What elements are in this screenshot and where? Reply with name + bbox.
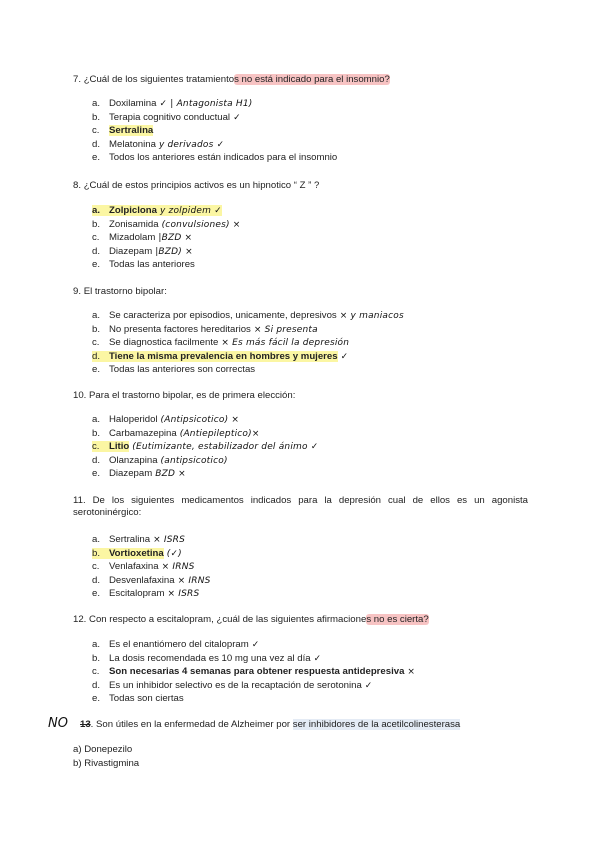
option-text: Carbamazepina [109, 427, 177, 439]
option [92, 151, 522, 165]
question-7 [73, 74, 528, 86]
handwritten-note: (Antiepileptico)× [179, 428, 260, 439]
option-letter: c. [92, 441, 100, 452]
handwritten-note: ✓ [340, 351, 349, 362]
option [92, 111, 522, 125]
option [92, 440, 522, 454]
handwritten-note: × Si presenta [253, 324, 318, 335]
question-9 [73, 286, 528, 298]
options-12 [92, 638, 522, 706]
question-11 [73, 495, 528, 519]
question-number: 11. [73, 495, 86, 506]
option-letter: c. [92, 666, 100, 677]
question-number: 13 [80, 719, 91, 730]
option [92, 574, 522, 588]
option-letter: b. [92, 111, 101, 123]
option-letter: a. [92, 414, 101, 425]
option [92, 560, 522, 574]
option-text: Desvenlafaxina [109, 574, 175, 586]
option [92, 652, 522, 666]
option-letter: b. [92, 218, 101, 230]
option [92, 467, 522, 481]
handwritten-note: ✓ [251, 640, 260, 650]
option-letter: c. [92, 561, 100, 572]
option-text: Venlafaxina [109, 561, 159, 572]
option-letter: d. [92, 138, 101, 150]
handwritten-note: |BZD × [158, 233, 193, 243]
handwritten-note: × ISRS [153, 535, 185, 545]
question-text: De los siguientes medicamentos indicados para la depresión cual de ellos es un agonista serotoninérgico: [73, 495, 529, 518]
option-letter: e. [92, 468, 101, 479]
option-text: Haloperidol [109, 414, 158, 425]
option [92, 533, 522, 547]
handwritten-note: (Antipsicotico) × [160, 415, 240, 425]
option-text: Se caracteriza por episodios, unicamente, depresivos [109, 310, 337, 321]
handwritten-note: × ISRS [167, 589, 200, 599]
option-letter: e. [92, 259, 101, 270]
option-letter: a. [92, 205, 101, 216]
option-text: Son necesarias 4 semanas para obtener respuesta antidepresiva [109, 666, 405, 677]
handwritten-no-mark: NO [48, 716, 68, 731]
question-text: ¿Cuál de estos principios activos es un hipnotico “ Z ” ? [83, 180, 320, 191]
option-text: Todas son ciertas [109, 693, 184, 704]
option [92, 124, 522, 138]
option-letter: e. [92, 693, 101, 704]
option-text: Zolpiclona [109, 205, 157, 216]
question-text: El trastorno bipolar: [83, 286, 167, 297]
option [92, 138, 522, 152]
option [92, 323, 522, 337]
option-text: Todas las anteriores [109, 259, 195, 270]
option-text: Sertralina [109, 125, 154, 136]
question-number: 12. [73, 614, 87, 625]
option [92, 547, 522, 561]
option-letter: a. [92, 534, 101, 545]
question-highlight: ser inhibidores de la acetilcolinesterasa [292, 719, 461, 730]
options-11 [92, 533, 522, 601]
option [92, 204, 522, 218]
question-highlight: s no es cierta? [366, 614, 429, 625]
handwritten-note: × IRNS [161, 562, 195, 572]
option-letter: a. [92, 98, 101, 109]
option-letter: d. [92, 574, 101, 586]
question-number: 9. [73, 286, 82, 297]
option-text: Zonisamida [109, 218, 159, 230]
question-text: ¿Cuál de los siguientes tratamiento [83, 74, 235, 85]
handwritten-note: (Eutimizante, estabilizador del ánimo ✓ [132, 442, 319, 452]
options-10 [92, 413, 522, 481]
question-10 [73, 390, 528, 402]
handwritten-note: (antipsicotico) [160, 455, 228, 466]
option [92, 454, 522, 468]
question-text: Con respecto a escitalopram, ¿cuál de las siguientes afirmacione [89, 614, 367, 625]
handwritten-note: × y maniacos [339, 311, 404, 321]
question-12 [73, 614, 528, 626]
option-letter: c. [92, 125, 100, 136]
options-9 [92, 309, 522, 377]
option-text: Doxilamina [109, 98, 157, 109]
option [92, 363, 522, 377]
option-text: Tiene la misma prevalencia en hombres y mujeres [109, 350, 338, 362]
question-highlight: s no está indicado para el insomnio? [234, 74, 390, 85]
option-text: Litio [109, 441, 130, 452]
question-number: 7. [73, 74, 82, 85]
option-letter: c. [92, 337, 100, 348]
option-letter: d. [92, 350, 101, 362]
option-text: Es el enantiómero del citalopram [109, 639, 249, 650]
handwritten-note: × [407, 667, 416, 677]
option-letter: a. [92, 639, 101, 650]
question-text: Para el trastorno bipolar, es de primera elección: [89, 390, 296, 401]
option-letter: b. [92, 427, 101, 439]
option-letter: a. [92, 310, 101, 321]
option [92, 309, 522, 323]
answer-list-13 [73, 743, 139, 771]
handwritten-note: × Es más fácil la depresión [221, 338, 350, 348]
handwritten-note: y derivados ✓ [158, 139, 225, 150]
option-letter: d. [92, 454, 101, 466]
option-text: Terapia cognitivo conductual [109, 111, 231, 123]
option-text: Es un inhibidor selectivo es de la recaptación de serotonina [109, 679, 362, 691]
option-text: Sertralina [109, 534, 151, 545]
list-item: a) Donepezilo [73, 744, 133, 755]
option [92, 692, 522, 706]
option [92, 231, 522, 245]
option [92, 336, 522, 350]
option [92, 218, 522, 232]
option [92, 587, 522, 601]
option-text: Diazepam [109, 468, 153, 479]
option-letter: c. [92, 232, 100, 243]
option-letter: b. [92, 547, 101, 559]
option [92, 665, 522, 679]
option-text: Todas las anteriores son correctas [109, 364, 256, 375]
option-letter: e. [92, 364, 101, 375]
options-8 [92, 204, 522, 272]
handwritten-note: |BZD) × [155, 246, 193, 257]
handwritten-note: ✓ [313, 653, 322, 664]
question-text: . Son útiles en la enfermedad de Alzheimer por [90, 719, 293, 730]
question-8 [73, 180, 528, 192]
option-text: Todos los anteriores están indicados para el insomnio [109, 152, 338, 163]
option-text: Mizadolam [109, 232, 156, 243]
option-letter: b. [92, 652, 101, 664]
option [92, 638, 522, 652]
handwritten-note: ✓ [233, 112, 241, 123]
handwritten-note: × IRNS [177, 575, 211, 586]
option-text: Vortioxetina [109, 547, 164, 559]
option [92, 245, 522, 259]
option-letter: d. [92, 245, 101, 257]
option [92, 350, 522, 364]
option [92, 97, 522, 111]
handwritten-note: ✓ [364, 680, 373, 691]
option-text: Melatonina [109, 138, 156, 150]
option-letter: b. [92, 323, 101, 335]
option-text: Diazepam [109, 245, 153, 257]
list-item: b) Rivastigmina [73, 758, 140, 769]
option [92, 258, 522, 272]
option-letter: d. [92, 679, 101, 691]
question-number: 10. [73, 390, 87, 401]
handwritten-note: y zolpidem ✓ [159, 206, 222, 216]
option-text: Se diagnostica facilmente [109, 337, 219, 348]
option [92, 679, 522, 693]
handwritten-note: (convulsiones) × [161, 219, 241, 230]
option-text: Olanzapina [109, 454, 158, 466]
option [92, 427, 522, 441]
option-text: Escitalopram [109, 588, 165, 599]
question-13 [80, 719, 535, 731]
option [92, 413, 522, 427]
handwritten-note: BZD × [155, 469, 186, 479]
option-letter: e. [92, 152, 101, 163]
option-text: No presenta factores hereditarios [109, 323, 251, 335]
handwritten-note: (✓) [166, 548, 182, 559]
option-letter: e. [92, 588, 101, 599]
options-7 [92, 97, 522, 165]
question-number: 8. [73, 180, 82, 191]
handwritten-note: ✓ | Antagonista H1) [159, 99, 253, 109]
option-text: La dosis recomendada es 10 mg una vez al día [109, 652, 311, 664]
